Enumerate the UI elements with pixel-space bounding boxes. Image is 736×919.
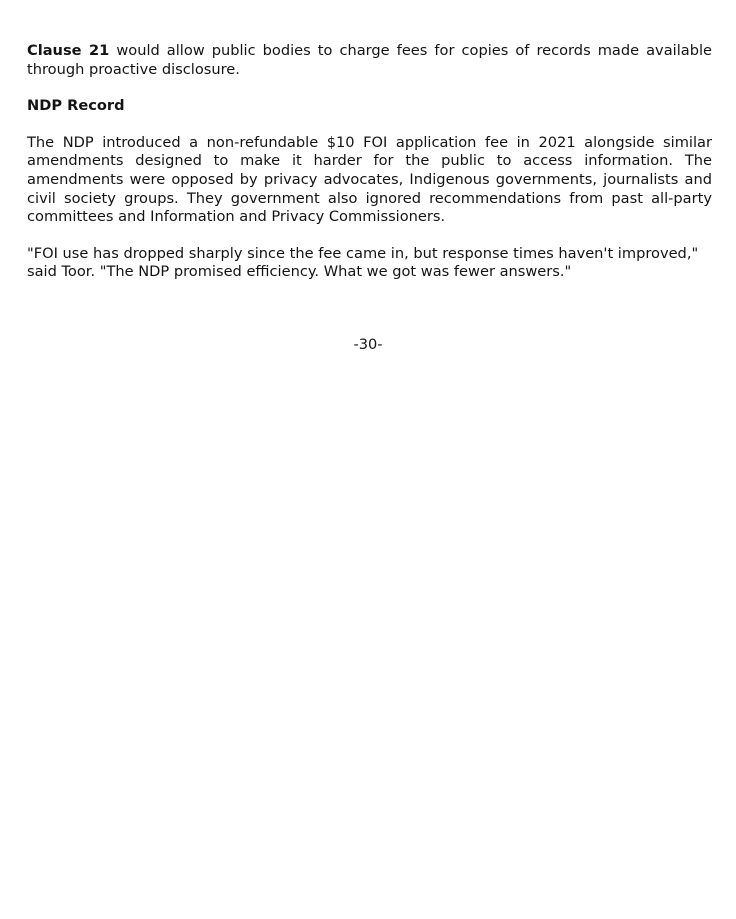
document-body bbox=[27, 42, 712, 282]
record-paragraph: The NDP introduced a non-refundable $10 FOI application fee in 2021 alongside similar amendments designed to make it harder for the public to access information. The amendments were opposed by privacy advocates, Indigenous governments, journalists and civil society groups. They government also ignored recommendations from past all-party committees and Information and Privacy Commissioners. bbox=[27, 133, 712, 226]
end-mark: -30- bbox=[353, 336, 383, 353]
clause-text: would allow public bodies to charge fees for copies of records made available through proactive disclosure. bbox=[27, 42, 712, 78]
clause-paragraph bbox=[27, 42, 712, 79]
clause-label: Clause 21 bbox=[27, 42, 110, 59]
quote-paragraph: "FOI use has dropped sharply since the fee came in, but response times haven't improved," said Toor. "The NDP promised efficiency. What we got was fewer answers." bbox=[27, 244, 699, 281]
section-heading: NDP Record bbox=[27, 97, 125, 115]
